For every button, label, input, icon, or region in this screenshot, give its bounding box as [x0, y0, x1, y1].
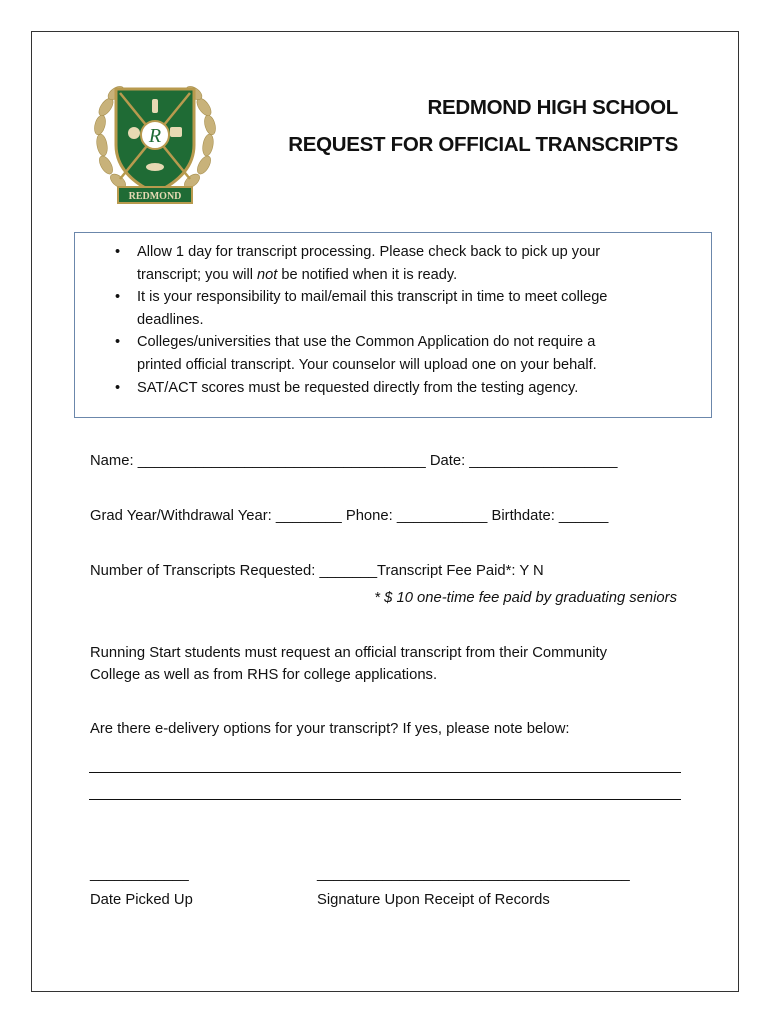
school-name-heading: REDMOND HIGH SCHOOL [427, 96, 678, 119]
instruction-item: • Colleges/universities that use the Common Application do not require a printed official transcript. Your counselor will upload one on your behalf. [75, 331, 657, 376]
running-start-line-2: College as well as from RHS for college applications. [90, 667, 438, 683]
svg-text:R: R [148, 125, 162, 147]
school-crest-logo [88, 75, 222, 209]
grad-phone-birthdate-field[interactable]: Grad Year/Withdrawal Year: ________ Phone: ___________ Birthdate: ______ [90, 508, 609, 524]
instruction-item: • SAT/ACT scores must be requested directly from the testing agency. [75, 377, 657, 400]
date-picked-up-blank[interactable]: ____________ [90, 866, 189, 882]
date-picked-up-label: Date Picked Up [90, 892, 193, 908]
edelivery-question: Are there e-delivery options for your transcript? If yes, please note below: [90, 721, 570, 737]
bullet-icon: • [115, 289, 121, 306]
instructions-box [74, 232, 712, 418]
instruction-item: • Allow 1 day for transcript processing. Please check back to pick up your transcript; you will not be notified when it is ready. [75, 241, 657, 286]
transcripts-fee-field[interactable]: Number of Transcripts Requested: _______Transcript Fee Paid*: Y N [90, 563, 544, 579]
bullet-icon: • [115, 379, 121, 396]
edelivery-answer-line-1[interactable] [89, 772, 681, 773]
signature-label: Signature Upon Receipt of Records [317, 892, 550, 908]
signature-blank[interactable]: ______________________________________ [317, 866, 630, 882]
bullet-icon: • [115, 244, 121, 260]
instruction-item: • It is your responsibility to mail/email this transcript in time to meet college deadlines. [75, 286, 657, 331]
fee-note: * $ 10 one-time fee paid by graduating seniors [374, 590, 677, 606]
instructions-list [75, 241, 657, 399]
name-date-field[interactable]: Name: ___________________________________ Date: __________________ [90, 453, 618, 469]
svg-text:REDMOND: REDMOND [128, 191, 182, 202]
bullet-icon: • [115, 334, 121, 351]
form-title-heading: REQUEST FOR OFFICIAL TRANSCRIPTS [288, 133, 678, 156]
edelivery-answer-line-2[interactable] [89, 799, 681, 800]
running-start-line-1: Running Start students must request an official transcript from their Community [90, 645, 608, 661]
